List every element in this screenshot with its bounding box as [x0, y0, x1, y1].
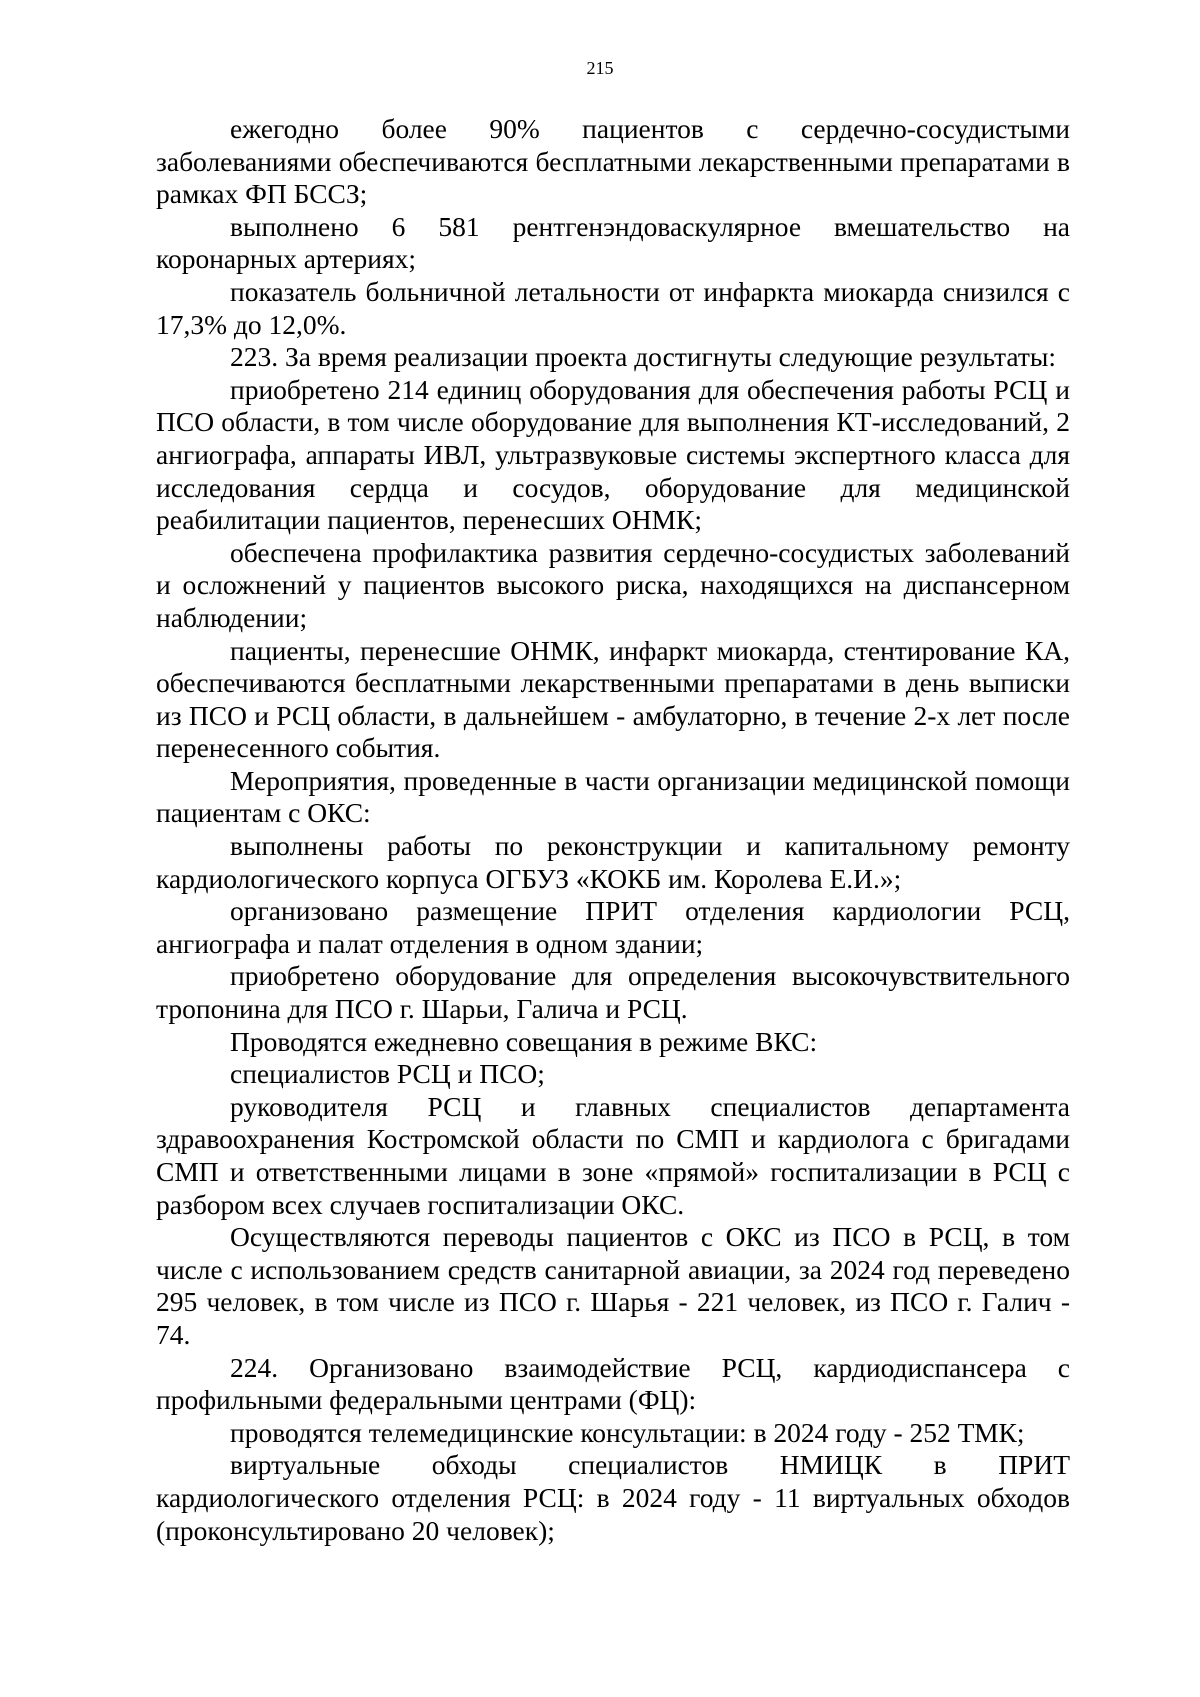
- paragraph-telemedicine: проводятся телемедицинские консультации: в 2024 году - 252 ТМК;: [230, 1416, 1025, 1448]
- paragraph-oks-measures: Мероприятия, проведенные в части организации медицинской помощи пациентам с ОКС:: [156, 764, 1070, 829]
- paragraph-interventions: выполнено 6 581 рентгенэндоваскулярное вмешательство на коронарных артериях;: [156, 210, 1070, 275]
- paragraph-specialists: специалистов РСЦ и ПСО;: [230, 1058, 545, 1090]
- paragraph-troponin: приобретено оборудование для определения высокочувствительного тропонина для ПСО г. Шарьи, Галича и РСЦ.: [156, 960, 1070, 1025]
- paragraph-mortality: показатель больничной летальности от инфаркта миокарда снизился с 17,3% до 12,0%.: [156, 275, 1070, 340]
- paragraph-item-224: 224. Организовано взаимодействие РСЦ, кардиодиспансера с профильными федеральными центрами (ФЦ):: [156, 1351, 1070, 1416]
- paragraph-reconstruction: выполнены работы по реконструкции и капитальному ремонту кардиологического корпуса ОГБУЗ «КОКБ им. Королева Е.И.»;: [156, 830, 1070, 894]
- paragraph-vks-meetings: Проводятся ежедневно совещания в режиме ВКС:: [230, 1025, 818, 1057]
- paragraph-item-223: 223. За время реализации проекта достигнуты следующие результаты:: [230, 341, 1057, 373]
- page-number: 215: [586, 58, 614, 78]
- paragraph-transfers: Осуществляются переводы пациентов с ОКС из ПСО в РСЦ, в том числе с использованием средств санитарной авиации, за 2024 год переведено 295 человек, в том числе из ПСО г. Шарья - 221 человек, из ПСО г. Галич - 74.: [156, 1221, 1070, 1350]
- paragraph-head-specialists: руководителя РСЦ и главных специалистов департамента здравоохранения Костромской области по СМП и кардиолога с бригадами СМП и ответственными лицами в зоне «прямой» госпитализации в РСЦ с разбором всех случаев госпитализации ОКС.: [156, 1090, 1070, 1220]
- paragraph-statistics-drugs: ежегодно более 90% пациентов с сердечно-сосудистыми заболеваниями обеспечиваются бесплатными лекарственными препаратами в рамках ФП БССЗ;: [156, 113, 1070, 210]
- document-body: [156, 113, 1070, 1547]
- paragraph-placement: организовано размещение ПРИТ отделения кардиологии РСЦ, ангиографа и палат отделения в одном здании;: [156, 895, 1070, 959]
- paragraph-free-drugs: пациенты, перенесшие ОНМК, инфаркт миокарда, стентирование КА, обеспечиваются бесплатными лекарственными препаратами в день выписки из ПСО и РСЦ области, в дальнейшем - амбулаторно, в течение 2-х лет после перенесенного события.: [156, 634, 1070, 764]
- paragraph-virtual-rounds: виртуальные обходы специалистов НМИЦК в ПРИТ кардиологического отделения РСЦ: в 2024 году - 11 виртуальных обходов (проконсультировано 20 человек);: [156, 1449, 1070, 1546]
- paragraph-prevention: обеспечена профилактика развития сердечно-сосудистых заболеваний и осложнений у пациентов высокого риска, находящихся на диспансерном наблюдении;: [156, 536, 1070, 633]
- paragraph-equipment: приобретено 214 единиц оборудования для обеспечения работы РСЦ и ПСО области, в том числе оборудование для выполнения КТ-исследований, 2 ангиографа, аппараты ИВЛ, ультразвуковые системы экспертного класса для исследования сердца и сосудов, оборудование для медицинской реабилитации пациентов, перенесших ОНМК;: [156, 373, 1070, 536]
